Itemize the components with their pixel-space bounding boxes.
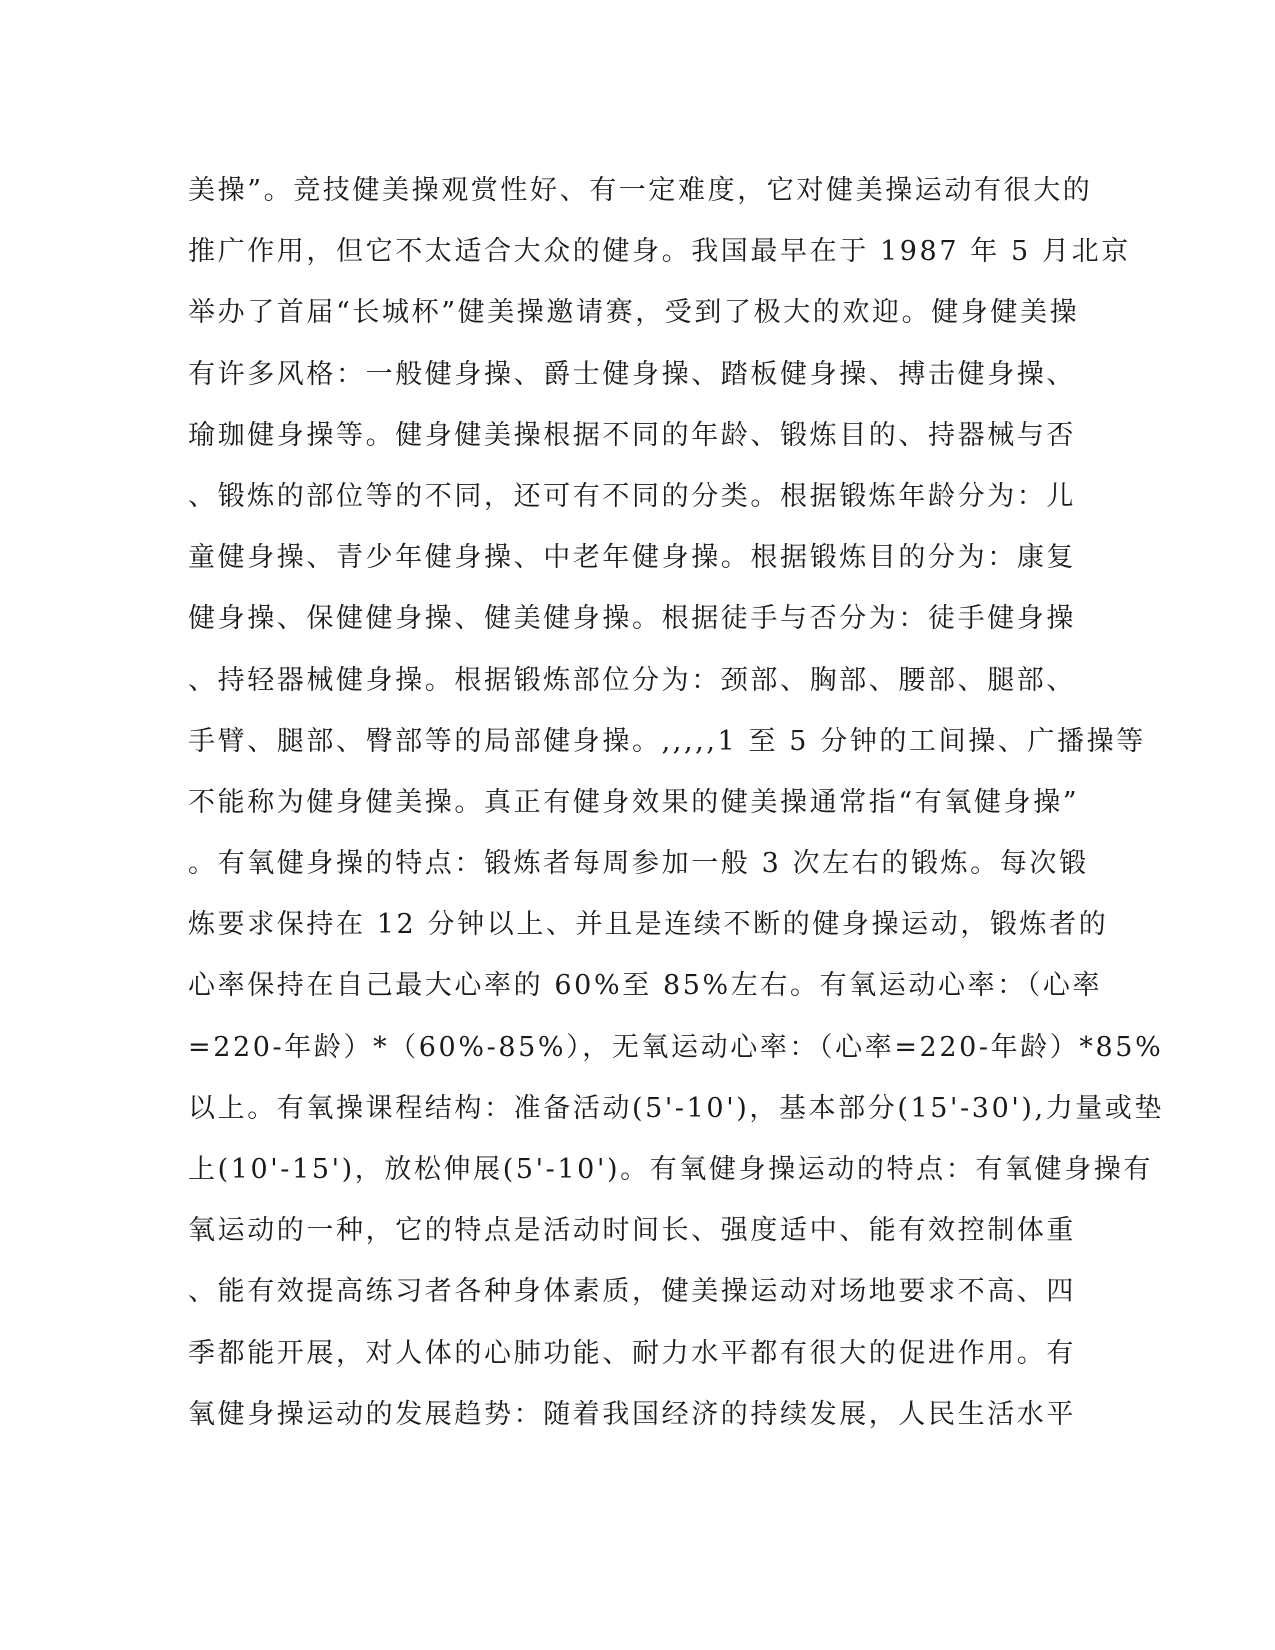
text-line: 不能称为健身健美操。真正有健身效果的健美操通常指“有氧健身操” (188, 786, 1080, 818)
body-text (188, 160, 1165, 1445)
text-line: 童健身操、青少年健身操、中老年健身操。根据锻炼目的分为：康复 (188, 542, 1076, 574)
text-line: 、能有效提高练习者各种身体素质，健美操运动对场地要求不高、四 (188, 1276, 1076, 1308)
text-line: =220-年龄）*（60%-85%），无氧运动心率：（心率=220-年龄）*85% (188, 1031, 1164, 1063)
text-line: 上(10'-15')，放松伸展(5'-10')。有氧健身操运动的特点：有氧健身操有 (188, 1154, 1153, 1185)
text-line: 氧运动的一种，它的特点是活动时间长、强度适中、能有效控制体重 (188, 1215, 1076, 1247)
text-line: 健身操、保健健身操、健美健身操。根据徒手与否分为：徒手健身操 (188, 603, 1076, 635)
text-line: 有许多风格：一般健身操、爵士健身操、踏板健身操、搏击健身操、 (188, 358, 1076, 390)
text-line: 推广作用，但它不太适合大众的健身。我国最早在于 1987 年 5 月北京 (188, 236, 1131, 268)
text-line: 季都能开展，对人体的心肺功能、耐力水平都有很大的促进作用。有 (188, 1337, 1076, 1369)
text-line: 美操”。竞技健美操观赏性好、有一定难度，它对健美操运动有很大的 (188, 175, 1093, 206)
text-line: 氧健身操运动的发展趋势：随着我国经济的持续发展，人民生活水平 (188, 1398, 1076, 1430)
text-line: 以上。有氧操课程结构：准备活动(5'-10')，基本部分(15'-30'),力量或垫 (188, 1092, 1165, 1124)
text-line: 炼要求保持在 12 分钟以上、并且是连续不断的健身操运动，锻炼者的 (188, 909, 1109, 941)
text-line: 、持轻器械健身操。根据锻炼部位分为：颈部、胸部、腰部、腿部、 (188, 664, 1076, 696)
text-line: 、锻炼的部位等的不同，还可有不同的分类。根据锻炼年龄分为：儿 (188, 480, 1076, 512)
text-line: 。有氧健身操的特点：锻炼者每周参加一般 3 次左右的锻炼。每次锻 (188, 848, 1089, 880)
text-line: 举办了首届“长城杯”健美操邀请赛，受到了极大的欢迎。健身健美操 (188, 297, 1080, 329)
text-line: 手臂、腿部、臀部等的局部健身操。,,,,,1 至 5 分钟的工间操、广播操等 (188, 725, 1146, 757)
text-line: 心率保持在自己最大心率的 60%至 85%左右。有氧运动心率：（心率 (188, 970, 1103, 1002)
text-line: 瑜珈健身操等。健身健美操根据不同的年龄、锻炼目的、持器械与否 (188, 419, 1076, 451)
